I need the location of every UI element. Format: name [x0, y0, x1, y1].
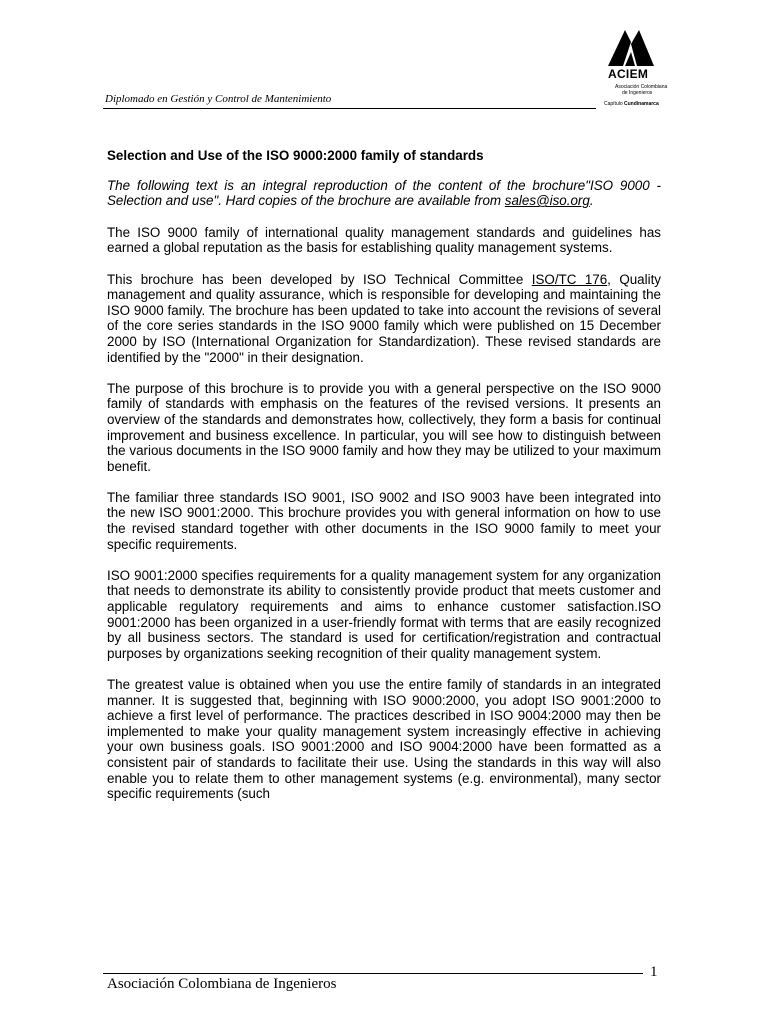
paragraph-2-start: This brochure has been developed by ISO Technical Committee [107, 271, 532, 287]
header-title: Diplomado en Gestión y Control de Mantenimiento [105, 93, 332, 105]
logo-chapter-prefix: Capítulo [604, 101, 623, 107]
footer-divider [103, 973, 643, 974]
intro-paragraph [107, 178, 661, 209]
paragraph-3: The purpose of this brochure is to provide you with a general perspective on the ISO 9000 family of standards with emphasis on the features of the revised versions. It presents an overview of the standards and demonstrates how, collectively, they form a basis for continual improvement and business excellence. In particular, you will see how to distinguish between the various documents in the ISO 9000 family and how they may be utilized to your maximum benefit. [107, 380, 661, 474]
email-link[interactable]: sales@iso.org [504, 193, 590, 209]
logo-subtitle-line1: Asociación Colombiana [615, 84, 668, 90]
paragraph-5: ISO 9001:2000 specifies requirements for a quality management system for any organization that needs to demonstrate its ability to consistently provide product that meets customer and applicable regulatory requirements and aims to enhance customer satisfaction.ISO 9001:2000 has been organized in a user-friendly format with terms that are easily recognized by all business sectors. The standard is used for certification/registration and contractual purposes by organizations seeking recognition of their quality management system. [107, 567, 661, 661]
paragraph-6: The greatest value is obtained when you use the entire family of standards in an integrated manner. It is suggested that, beginning with ISO 9000:2000, you adopt ISO 9001:2000 to achieve a first level of performance. The practices described in ISO 9004:2000 may then be implemented to make your quality management system increasingly effective in achieving your own business goals. ISO 9001:2000 and ISO 9004:2000 have been formatted as a consistent pair of standards to facilitate their use. Using the standards in this way will also enable you to relate them to other management systems (e.g. environmental), many sector specific requirements (such [107, 677, 661, 802]
logo-chapter [604, 101, 678, 107]
header-divider [103, 108, 596, 109]
iso-tc-176-link[interactable]: ISO/TC 176 [531, 271, 608, 287]
footer-organization: Asociación Colombiana de Ingenieros [107, 976, 337, 992]
paragraph-2 [107, 272, 661, 366]
document-body [107, 148, 661, 817]
paragraph-2-rest: , Quality management and quality assurance, which is responsible for developing and maintaining the ISO 9000 family. The brochure has been updated to take into account the revisions of several of the core series standards in the ISO 9000 family which were published on 15 December 2000 by ISO (International Organization for Standardization). These revised standards are identified by the "2000" in their designation. [107, 271, 662, 365]
logo-brand: ACIEM [608, 67, 649, 81]
intro-text: The following text is an integral reproduction of the content of the brochure"ISO 9000 - Selection and use". Hard copies of the brochure are available from [107, 177, 661, 209]
logo-chapter-name: Cundinamarca [624, 101, 659, 107]
paragraph-4: The familiar three standards ISO 9001, ISO 9002 and ISO 9003 have been integrated into the new ISO 9001:2000. This brochure provides you with general information on how to use the revised standard together with other documents in the ISO 9000 family to meet your specific requirements. [107, 489, 661, 552]
document-title: Selection and Use of the ISO 9000:2000 family of standards [107, 148, 484, 163]
aciem-logo [598, 30, 678, 107]
intro-end: . [589, 193, 594, 209]
paragraph-1: The ISO 9000 family of international quality management standards and guidelines has earned a global reputation as the basis for establishing quality management systems. [107, 224, 661, 256]
page-number: 1 [650, 964, 658, 980]
aciem-triangle-icon [608, 30, 654, 66]
logo-subtitle-line2: de Ingenieros [622, 90, 653, 96]
